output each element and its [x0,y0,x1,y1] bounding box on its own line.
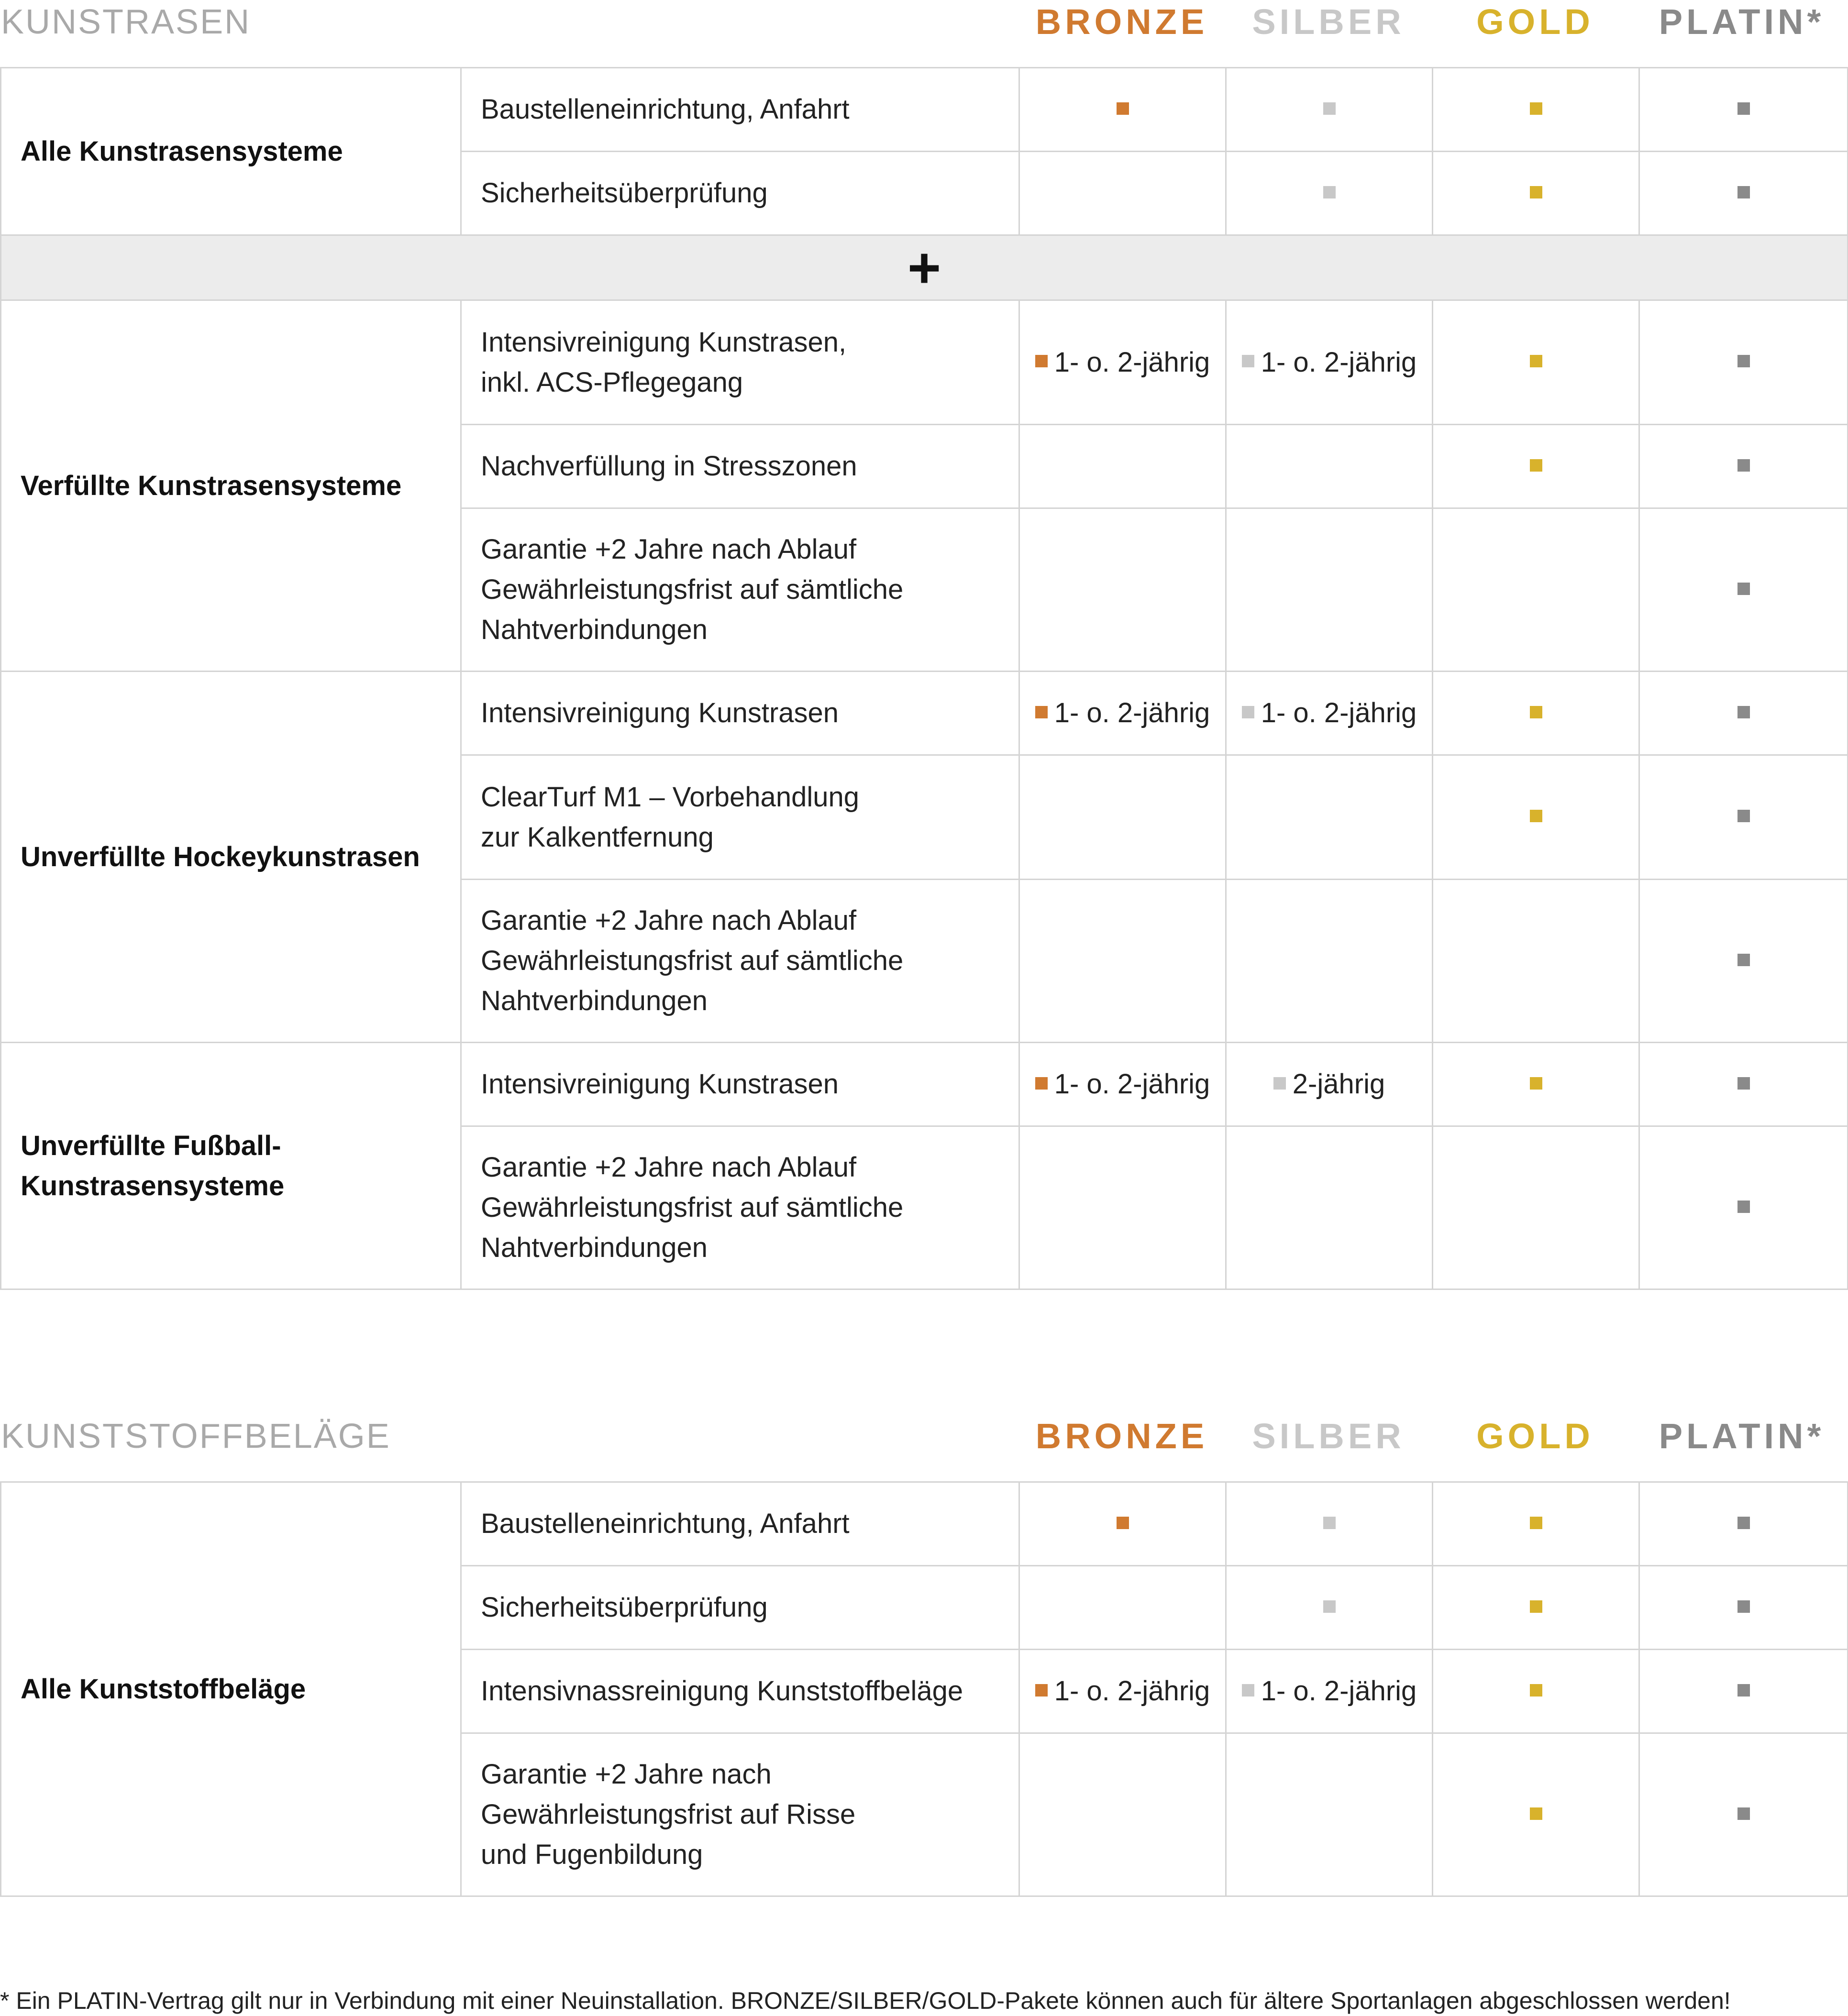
cell-gold [1433,880,1639,1043]
cell-bronze [1019,1566,1226,1650]
group-label: Alle Kunststoffbeläge [1,1482,461,1896]
cell-silber [1226,1126,1433,1289]
cell-bronze [1019,300,1226,425]
interval-text: 1- o. 2-jährig [1261,1675,1417,1707]
included-platin-icon [1737,1600,1750,1613]
cell-bronze [1019,152,1226,235]
included-bronze-icon [1035,355,1048,367]
cell-silber [1226,755,1433,880]
interval-text: 1- o. 2-jährig [1054,1069,1210,1100]
included-gold-icon [1530,186,1542,198]
included-platin-icon [1737,583,1750,595]
included-platin-icon [1737,355,1750,367]
section-header-kunststoffbelaege [0,1414,1848,1462]
cell-silber [1226,68,1433,152]
included-platin-icon [1737,954,1750,966]
feature-label: Intensivreinigung Kunstrasen [461,672,1019,755]
included-platin-icon [1737,810,1750,822]
included-silber-icon [1323,1517,1336,1529]
interval-text: 1- o. 2-jährig [1261,697,1417,728]
interval-text: 1- o. 2-jährig [1054,346,1210,378]
table-row [1,1043,1848,1126]
feature-label: Intensivreinigung Kunstrasen, inkl. ACS-Pflegegang [461,300,1019,425]
cell-silber [1226,672,1433,755]
included-platin-icon [1737,459,1750,472]
included-silber-icon [1323,1600,1336,1613]
cell-platin [1639,880,1848,1043]
interval-text: 1- o. 2-jährig [1054,1675,1210,1707]
feature-label: Baustelleneinrichtung, Anfahrt [461,1482,1019,1566]
table-row [1,300,1848,425]
included-silber-icon [1242,355,1254,367]
included-bronze-icon [1035,706,1048,718]
tier-label-platin: PLATIN* [1659,1416,1825,1456]
cell-silber [1226,152,1433,235]
included-gold-icon [1530,706,1542,718]
cell-bronze [1019,508,1226,672]
cell-silber [1226,1733,1433,1896]
tier-label-silber: SILBER [1252,2,1405,42]
included-gold-icon [1530,459,1542,472]
included-silber-icon [1323,102,1336,115]
interval-text: 1- o. 2-jährig [1054,697,1210,728]
plus-separator [1,235,1848,300]
feature-label: Garantie +2 Jahre nach Gewährleistungsfrist auf Risse und Fugenbildung [461,1733,1019,1896]
cell-silber [1226,1043,1433,1126]
cell-platin [1639,152,1848,235]
included-bronze-icon [1117,1517,1129,1529]
cell-gold [1433,1043,1639,1126]
cell-bronze [1019,1650,1226,1733]
cell-silber [1226,880,1433,1043]
cell-silber [1226,1650,1433,1733]
cell-gold [1433,508,1639,672]
group-label: Unverfüllte Fußball- Kunstrasensysteme [1,1043,461,1289]
cell-silber [1226,1482,1433,1566]
included-gold-icon [1530,355,1542,367]
cell-bronze [1019,1126,1226,1289]
feature-label: Sicherheitsüberprüfung [461,1566,1019,1650]
feature-label: Sicherheitsüberprüfung [461,152,1019,235]
table-row [1,1482,1848,1566]
cell-platin [1639,672,1848,755]
feature-label: Baustelleneinrichtung, Anfahrt [461,68,1019,152]
cell-gold [1433,1482,1639,1566]
cell-bronze [1019,1733,1226,1896]
interval-text: 2-jährig [1292,1069,1385,1100]
included-silber-icon [1323,186,1336,198]
cell-bronze [1019,880,1226,1043]
plus-icon: + [1,235,1848,300]
cell-gold [1433,1126,1639,1289]
tier-label-silber: SILBER [1252,1416,1405,1456]
included-gold-icon [1530,102,1542,115]
section-title: KUNSTRASEN [1,3,251,41]
cell-gold [1433,1733,1639,1896]
cell-platin [1639,755,1848,880]
included-bronze-icon [1035,1077,1048,1090]
cell-gold [1433,425,1639,508]
kunststoffbelaege-table [0,1481,1848,1897]
feature-label: Garantie +2 Jahre nach Ablauf Gewährleistungsfrist auf sämtliche Nahtverbindungen [461,508,1019,672]
cell-platin [1639,508,1848,672]
kunstrasen-table [0,67,1848,1290]
group-label: Verfüllte Kunstrasensysteme [1,300,461,672]
included-bronze-icon [1117,102,1129,115]
cell-gold [1433,152,1639,235]
feature-label: Nachverfüllung in Stresszonen [461,425,1019,508]
included-gold-icon [1530,1684,1542,1697]
cell-gold [1433,68,1639,152]
included-platin-icon [1737,186,1750,198]
tier-label-bronze: BRONZE [1035,1416,1208,1456]
tier-label-bronze: BRONZE [1035,2,1208,42]
cell-platin [1639,1126,1848,1289]
included-platin-icon [1737,1077,1750,1090]
cell-silber [1226,1566,1433,1650]
included-gold-icon [1530,1600,1542,1613]
cell-bronze [1019,672,1226,755]
cell-platin [1639,1482,1848,1566]
section-title: KUNSTSTOFFBELÄGE [1,1417,391,1455]
included-silber-icon [1242,1684,1254,1697]
tier-label-gold: GOLD [1476,2,1594,42]
footnote: * Ein PLATIN-Vertrag gilt nur in Verbindung mit einer Neuinstallation. BRONZE/SILBER/GOLD-Pakete können auch für ältere Sportanlagen abgeschlossen werden! [0,1987,1731,2014]
included-platin-icon [1737,102,1750,115]
cell-bronze [1019,1482,1226,1566]
feature-label: Intensivnassreinigung Kunststoffbeläge [461,1650,1019,1733]
included-silber-icon [1273,1077,1286,1090]
cell-bronze [1019,425,1226,508]
cell-silber [1226,300,1433,425]
feature-label: Garantie +2 Jahre nach Ablauf Gewährleistungsfrist auf sämtliche Nahtverbindungen [461,1126,1019,1289]
included-gold-icon [1530,1517,1542,1529]
cell-platin [1639,1566,1848,1650]
cell-platin [1639,425,1848,508]
section-header-kunstrasen [0,0,1848,48]
feature-label: Intensivreinigung Kunstrasen [461,1043,1019,1126]
table-row [1,672,1848,755]
cell-silber [1226,508,1433,672]
cell-platin [1639,1043,1848,1126]
cell-gold [1433,1566,1639,1650]
cell-gold [1433,1650,1639,1733]
group-label: Unverfüllte Hockeykunstrasen [1,672,461,1043]
cell-silber [1226,425,1433,508]
cell-platin [1639,68,1848,152]
included-platin-icon [1737,1201,1750,1213]
included-platin-icon [1737,1807,1750,1820]
included-platin-icon [1737,706,1750,718]
cell-gold [1433,672,1639,755]
table-row [1,68,1848,152]
included-silber-icon [1242,706,1254,718]
cell-bronze [1019,68,1226,152]
included-bronze-icon [1035,1684,1048,1697]
included-gold-icon [1530,1077,1542,1090]
cell-platin [1639,300,1848,425]
included-gold-icon [1530,810,1542,822]
included-platin-icon [1737,1684,1750,1697]
tier-label-gold: GOLD [1476,1416,1594,1456]
feature-label: Garantie +2 Jahre nach Ablauf Gewährleistungsfrist auf sämtliche Nahtverbindungen [461,880,1019,1043]
cell-bronze [1019,755,1226,880]
tier-label-platin: PLATIN* [1659,2,1825,42]
cell-platin [1639,1650,1848,1733]
cell-platin [1639,1733,1848,1896]
feature-label: ClearTurf M1 – Vorbehandlung zur Kalkentfernung [461,755,1019,880]
included-gold-icon [1530,1807,1542,1820]
cell-gold [1433,755,1639,880]
cell-bronze [1019,1043,1226,1126]
interval-text: 1- o. 2-jährig [1261,346,1417,378]
included-platin-icon [1737,1517,1750,1529]
cell-gold [1433,300,1639,425]
group-label: Alle Kunstrasensysteme [1,68,461,235]
